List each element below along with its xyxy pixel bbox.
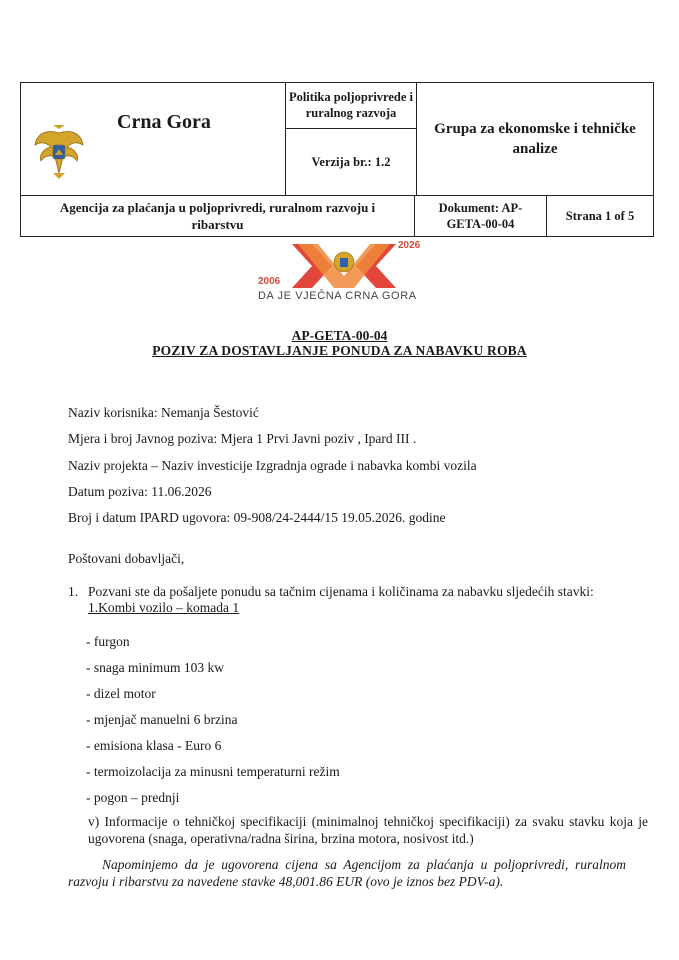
agency-name: Agencija za plaćanja u poljoprivredi, ruralnom razvoju i ribarstvu	[21, 196, 415, 236]
item-text: Pozvani ste da pošaljete ponudu sa tačnim cijenama i količinama za nabavku sljedećih stavki:	[88, 584, 594, 599]
group-name: Grupa za ekonomske i tehničke analize	[434, 121, 636, 157]
spec-item: - termoizolacija za minusni temperaturni režim	[86, 764, 340, 779]
spec-item: - snaga minimum 103 kw	[86, 660, 224, 675]
field-project: Naziv projekta – Naziv investicije Izgradnja ograde i nabavka kombi vozila	[68, 458, 477, 473]
country-name: Crna Gora	[117, 111, 211, 133]
list-item-1	[68, 584, 594, 600]
logo-tagline: DA JE VJEČNA CRNA GORA	[258, 290, 417, 302]
item-number: 1.	[68, 584, 79, 599]
greeting: Poštovani dobavljači,	[68, 551, 185, 566]
coat-of-arms-icon	[33, 123, 85, 179]
header-row-bottom	[21, 196, 653, 236]
policy-name: Politika poljoprivrede i ruralnog razvoja	[286, 83, 416, 129]
field-contract: Broj i datum IPARD ugovora: 09-908/24-2444/15 19.05.2026. godine	[68, 510, 446, 525]
version-number: Verzija br.: 1.2	[311, 154, 391, 169]
spec-item: - emisiona klasa - Euro 6	[86, 738, 222, 753]
logo-year-end: 2026	[398, 240, 421, 251]
logo-year-start: 2006	[258, 276, 281, 287]
header-policy-cell	[286, 83, 417, 195]
page-number: Strana 1 of 5	[565, 208, 635, 223]
technical-spec-paragraph: v) Informacije o tehničkoj specifikaciji (minimalnoj tehničkoj specifikaciji) za svaku stavku koja je ugovorena (snaga, operativna/radna širina, brzina motora, nosivost itd.)	[88, 814, 648, 846]
spec-item: - mjenjač manuelni 6 brzina	[86, 712, 238, 727]
document-title: POZIV ZA DOSTAVLJANJE PONUDA ZA NABAVKU ROBA	[152, 343, 527, 358]
field-measure: Mjera i broj Javnog poziva: Mjera 1 Prvi Javni poziv , Ipard III .	[68, 431, 417, 446]
header-table	[20, 82, 654, 237]
spec-item: - furgon	[86, 634, 130, 649]
spec-item: - pogon – prednji	[86, 790, 180, 805]
spec-item: - dizel motor	[86, 686, 156, 701]
field-beneficiary: Naziv korisnika: Nemanja Šestović	[68, 405, 259, 420]
item-subtitle: 1.Kombi vozilo – komada 1	[88, 600, 240, 615]
field-date: Datum poziva: 11.06.2026	[68, 484, 212, 499]
document-id: Dokument: AP-GETA-00-04	[415, 196, 547, 236]
document-code: AP-GETA-00-04	[291, 328, 388, 343]
header-country-cell	[21, 83, 286, 195]
anniversary-logo	[254, 240, 434, 306]
price-note: Napominjemo da je ugovorena cijena sa Agencijom za plaćanja u poljoprivredi, ruralnom razvoju i ribarstvu za navedene stavke 48,001.86 EUR (ovo je iznos bez PDV-a).	[68, 857, 626, 889]
header-row-top	[21, 83, 653, 196]
